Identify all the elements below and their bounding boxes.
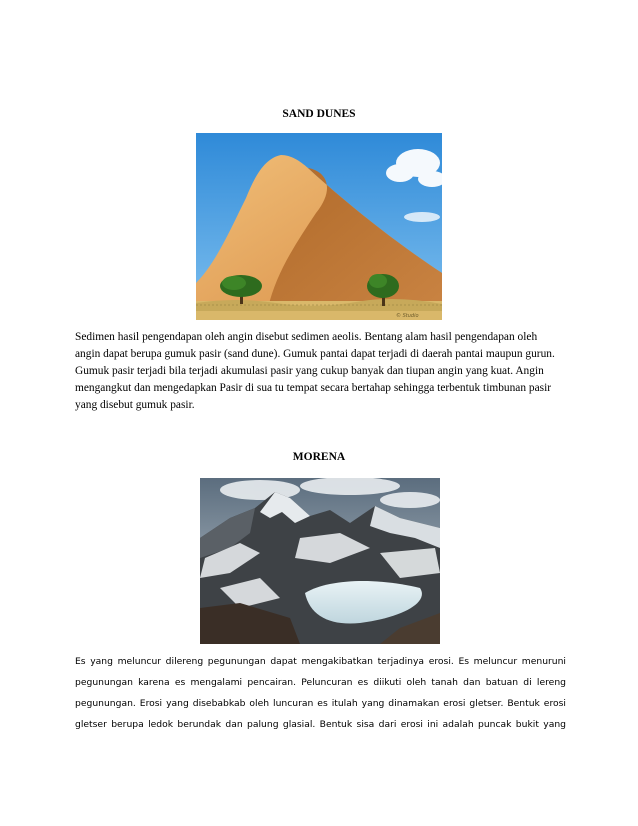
section-heading-sand-dunes: SAND DUNES xyxy=(282,108,356,120)
sand-dune-photo xyxy=(196,133,442,320)
section-heading-morena: MORENA xyxy=(292,451,346,463)
morena-paragraph: Es yang meluncur dilereng pegunungan dapat mengakibatkan terjadinya erosi. Es meluncur menuruni pegunungan karena es mengalami pencairan. Peluncuran es diikuti oleh tanah dan batuan di lereng pegunungan. Erosi yang disebabkab oleh luncuran es itulah yang dinamakan erosi gletser. Bentuk erosi gletser berupa ledok berundak dan palung glasial. Bentuk sisa dari erosi ini adalah puncak bukit yang xyxy=(75,656,566,730)
sand-dunes-paragraph: Sedimen hasil pengendapan oleh angin disebut sedimen aeolis. Bentang alam hasil pengendapan oleh angin dapat berupa gumuk pasir (sand dune). Gumuk pantai dapat terjadi di daerah pantai maupun gurun. Gumuk pasir terjadi bila terjadi akumulasi pasir yang cukup banyak dan tiupan angin yang kuat. Angin mengangkut dan mengedapkan Pasir di sua tu tempat secara bertahap sehingga terbentuk timbunan pasir yang disebut gumuk pasir. xyxy=(75,331,555,411)
glacier-photo xyxy=(200,478,440,644)
photo-watermark: © Studio xyxy=(396,313,419,319)
